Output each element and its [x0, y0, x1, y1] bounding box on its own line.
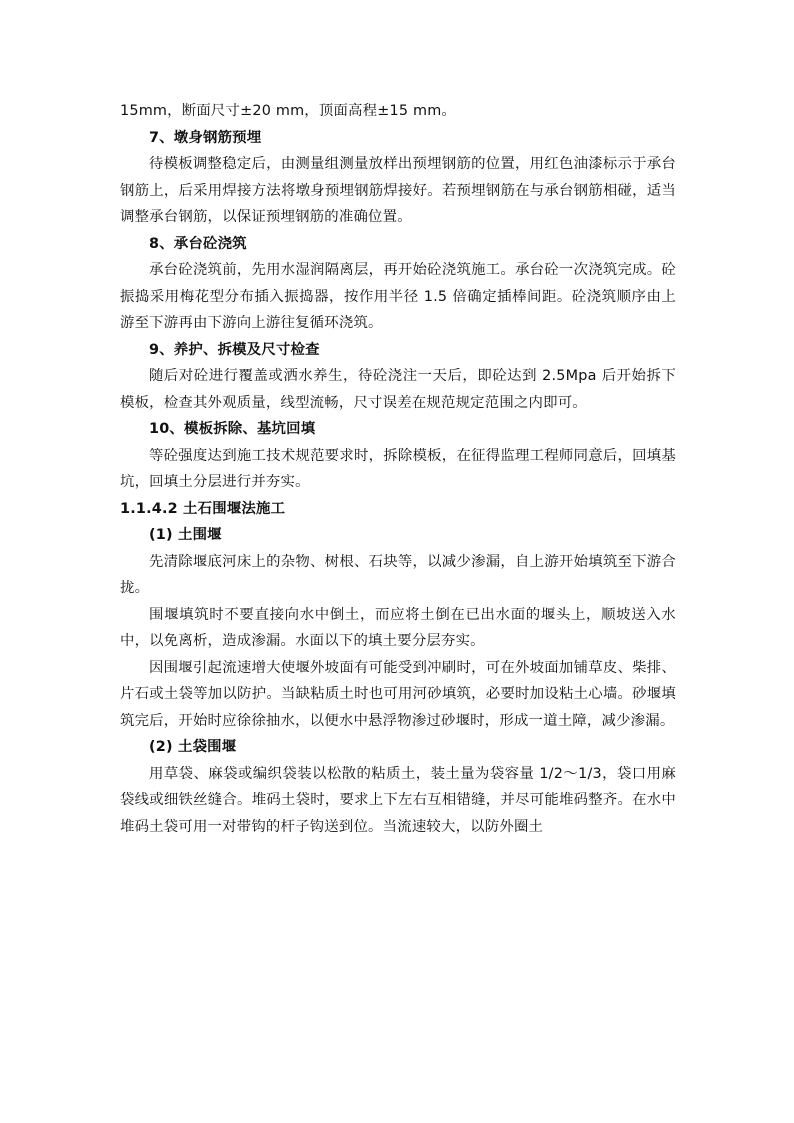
- heading-formwork-removal: 10、模板拆除、基坑回填: [149, 421, 316, 437]
- paragraph-formwork-removal: 等砼强度达到施工技术规范要求时，拆除模板，在征得监理工程师同意后，回填基坑，回填土分层进行并夯实。: [120, 447, 676, 490]
- heading-earth-cofferdam: (1) 土围堰: [149, 527, 222, 543]
- paragraph-tolerance: 15mm，断面尺寸±20 mm，顶面高程±15 mm。: [120, 103, 457, 119]
- paragraph-sandbag-cofferdam: 用草袋、麻袋或编织袋装以松散的粘质土，装土量为袋容量 1/2～1/3，袋口用麻袋线或细铁丝缝合。堆码土袋时，要求上下左右互相错缝，并尽可能堆码整齐。在水中堆码土袋可用一对带钩的杆子钩送到位。当流速较大，以防外圈土: [120, 765, 676, 835]
- section-heading-earth-rock-cofferdam: 1.1.4.2 土石围堰法施工: [120, 500, 286, 517]
- paragraph-cap-concrete: 承台砼浇筑前，先用水湿润隔离层，再开始砼浇筑施工。承台砼一次浇筑完成。砼振捣采用梅花型分布插入振捣器，按作用半径 1.5 倍确定插棒间距。砼浇筑顺序由上游至下游再由下游向上游往复循环浇筑。: [120, 262, 676, 331]
- heading-curing: 9、养护、拆模及尺寸检查: [149, 341, 320, 358]
- heading-sandbag-cofferdam: (2) 土袋围堰: [149, 739, 237, 755]
- paragraph-earth-cofferdam-1: 先清除堰底河床上的杂物、树根、石块等，以减少渗漏，自上游开始填筑至下游合拢。: [120, 553, 676, 596]
- paragraph-pier-rebar: 待模板调整稳定后，由测量组测量放样出预埋钢筋的位置，用红色油漆标示于承台钢筋上，后采用焊接方法将墩身预埋钢筋焊接好。若预埋钢筋在与承台钢筋相碰，适当调整承台钢筋，以保证预埋钢筋的准确位置。: [120, 156, 676, 225]
- document-page: [120, 98, 676, 840]
- paragraph-earth-cofferdam-3: 因围堰引起流速增大使堰外坡面有可能受到冲刷时，可在外坡面加铺草皮、柴排、片石或土袋等加以防护。当缺粘质土时也可用河砂填筑，必要时加设粘土心墙。砂堰填筑完后，开始时应徐徐抽水，以便水中悬浮物渗过砂堰时，形成一道土障，减少渗漏。: [120, 659, 676, 729]
- paragraph-earth-cofferdam-2: 围堰填筑时不要直接向水中倒土，而应将土倒在已出水面的堰头上，顺坡送入水中，以免离析，造成渗漏。水面以下的填土要分层夯实。: [120, 606, 676, 649]
- heading-cap-concrete: 8、承台砼浇筑: [149, 235, 247, 252]
- paragraph-curing: 随后对砼进行覆盖或洒水养生，待砼浇注一天后，即砼达到 2.5Mpa 后开始拆下模板，检查其外观质量，线型流畅，尺寸误差在规范规定范围之内即可。: [120, 368, 676, 411]
- heading-pier-rebar: 7、墩身钢筋预埋: [149, 129, 262, 146]
